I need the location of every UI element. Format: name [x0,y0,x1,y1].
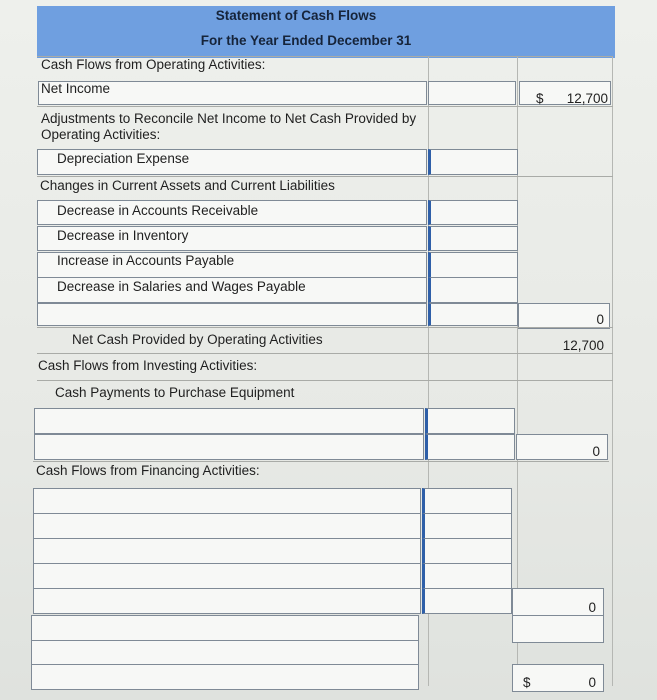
column-divider [612,56,613,686]
financing-amount-field-3[interactable] [422,538,512,564]
changes-heading: Changes in Current Assets and Current Liabilities [40,178,335,193]
operating-blank-label-field[interactable] [37,303,427,326]
investing-blank-amount-field-2[interactable] [425,434,515,460]
financing-label-field-5[interactable] [33,588,421,614]
financing-label-field-2[interactable] [33,513,421,539]
decrease-inventory-amount-field[interactable] [428,226,518,251]
decrease-ar-label: Decrease in Accounts Receivable [57,203,259,218]
net-cash-operating-value: 12,700 [562,338,604,353]
depreciation-amount-field[interactable] [428,149,518,175]
net-cash-operating-label: Net Cash Provided by Operating Activities [72,332,323,347]
financing-amount-field-4[interactable] [422,563,512,589]
operating-blank-amount-field[interactable] [428,303,518,326]
financing-amount-field-1[interactable] [422,488,512,514]
statement-header [37,6,615,58]
investing-blank-label-field-2[interactable] [34,434,424,460]
financing-label-field-3[interactable] [33,538,421,564]
increase-ap-label: Increase in Accounts Payable [57,253,235,268]
depreciation-label: Depreciation Expense [57,151,190,166]
increase-ap-amount-field[interactable] [428,252,518,278]
decrease-ar-amount-field[interactable] [428,200,518,225]
investing-heading: Cash Flows from Investing Activities: [38,358,258,373]
investing-blank-amount-field[interactable] [425,408,515,434]
investing-blank-label-field[interactable] [34,408,424,434]
cash-ending-value: 0 [588,675,596,690]
statement-period: For the Year Ended December 31 [200,33,412,48]
financing-label-field-1[interactable] [33,488,421,514]
adjustments-heading: Adjustments to Reconcile Net Income to Net Cash Provided by Operating Activities: [41,111,417,142]
row-divider [37,380,613,381]
financing-heading: Cash Flows from Financing Activities: [36,463,260,478]
final-dollar-sign: $ [523,675,531,690]
cash-ending-label-field[interactable] [31,664,419,690]
row-divider [37,327,613,328]
net-income-amount-field[interactable] [428,81,516,105]
equipment-label: Cash Payments to Purchase Equipment [55,385,295,400]
net-income-label: Net Income [41,81,111,96]
financing-amount-field-5[interactable] [422,588,512,614]
decrease-salaries-amount-field[interactable] [428,277,518,303]
decrease-salaries-label: Decrease in Salaries and Wages Payable [57,279,306,294]
investing-total-value: 0 [592,444,600,459]
financing-total-value: 0 [588,600,596,615]
operating-heading: Cash Flows from Operating Activities: [41,57,266,72]
row-divider [33,461,609,462]
net-income-value: 12,700 [566,91,608,106]
row-divider [37,106,613,107]
row-divider [37,353,613,354]
financing-amount-field-2[interactable] [422,513,512,539]
row-divider [37,176,613,177]
net-change-label-field[interactable] [31,615,419,641]
financing-label-field-4[interactable] [33,563,421,589]
net-change-total-field[interactable] [512,615,604,643]
statement-title: Statement of Cash Flows [215,8,377,23]
decrease-inventory-label: Decrease in Inventory [57,228,189,243]
dollar-sign: $ [536,91,544,106]
adjustments-total-value: 0 [596,312,604,327]
cash-beginning-label-field[interactable] [31,640,419,666]
